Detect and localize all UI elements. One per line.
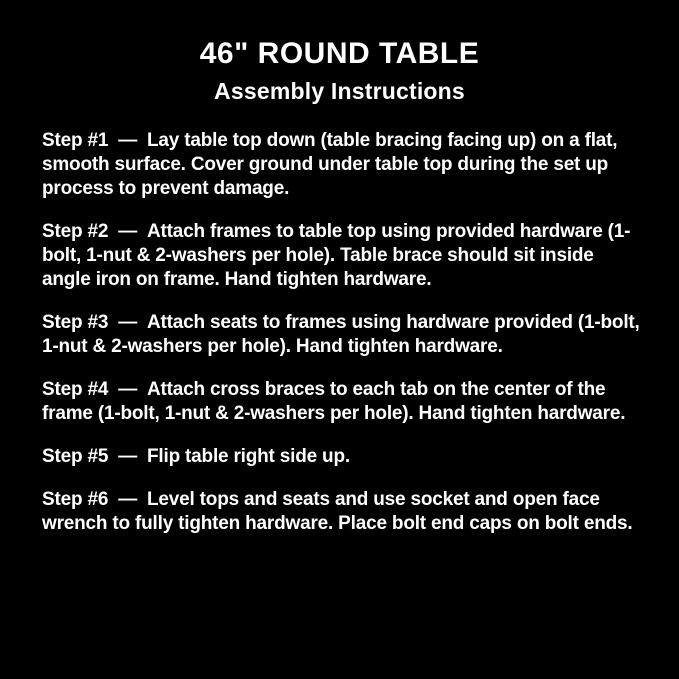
step-5-label: Step #5 [42, 446, 109, 467]
step-item-6 [42, 488, 646, 536]
step-item-5 [42, 445, 646, 469]
step-1-text: Lay table top down (table bracing facing up) on a flat, smooth surface. Cover ground under table top during the set up process to prevent damage. [42, 130, 618, 199]
step-4-separator: — [118, 379, 137, 400]
step-2-label: Step #2 [42, 221, 109, 242]
step-5-separator: — [118, 446, 137, 467]
step-4-label: Step #4 [42, 379, 109, 400]
step-5-text: Flip table right side up. [147, 446, 350, 467]
step-3-text: Attach seats to frames using hardware provided (1-bolt, 1-nut & 2-washers per hole). Hand tighten hardware. [42, 312, 640, 357]
step-6-label: Step #6 [42, 489, 109, 510]
step-item-4 [42, 378, 646, 426]
header [0, 0, 679, 104]
step-1-label: Step #1 [42, 130, 109, 151]
steps-list [42, 129, 646, 536]
page-title: 46" ROUND TABLE [199, 37, 480, 70]
step-1-separator: — [118, 130, 137, 151]
step-6-separator: — [118, 489, 137, 510]
step-3-separator: — [118, 312, 137, 333]
step-3-label: Step #3 [42, 312, 109, 333]
page-subtitle: Assembly Instructions [214, 78, 465, 104]
step-6-text: Level tops and seats and use socket and open face wrench to fully tighten hardware. Place bolt end caps on bolt ends. [42, 489, 633, 534]
step-item-3 [42, 311, 646, 359]
step-item-2 [42, 220, 646, 292]
step-2-separator: — [118, 221, 137, 242]
step-item-1 [42, 129, 646, 201]
step-4-text: Attach cross braces to each tab on the center of the frame (1-bolt, 1-nut & 2-washers per hole). Hand tighten hardware. [42, 379, 626, 424]
step-2-text: Attach frames to table top using provided hardware (1-bolt, 1-nut & 2-washers per hole). Table brace should sit inside angle iron on frame. Hand tighten hardware. [42, 221, 631, 290]
